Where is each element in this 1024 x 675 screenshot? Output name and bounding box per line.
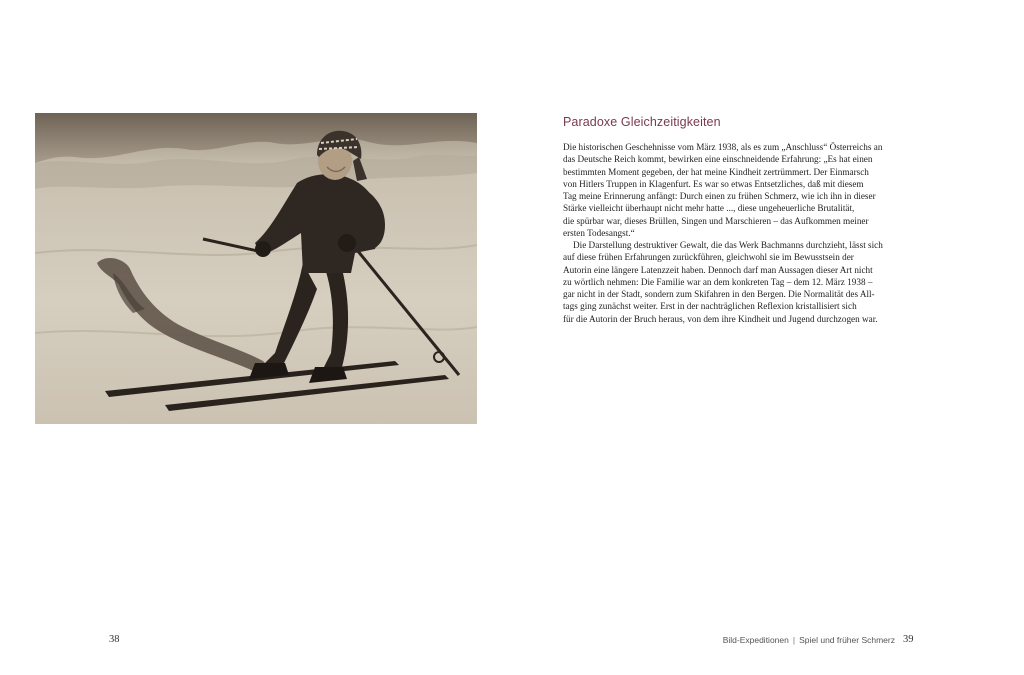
page-number-right: 39 [903, 634, 914, 645]
text-line: ersten Todesangst.“ [563, 227, 635, 238]
text-line: Stärke vielleicht überhaupt nicht mehr hatte ..., diese ungeheuerliche Brutalität, [563, 203, 855, 214]
paragraph-2 [563, 239, 893, 325]
text-line: tags ging zunächst weiter. Erst in der nachträglichen Reflexion kristallisiert sich [563, 301, 857, 312]
text-line: Autorin eine längere Latenzzeit haben. Dennoch darf man Aussagen dieser Art nicht [563, 264, 873, 275]
body-text [563, 141, 893, 325]
photo-skier-image [35, 113, 477, 424]
running-head-chapter: Spiel und früher Schmerz [799, 635, 895, 645]
text-line: bestimmten Moment gegeben, der hat meine Kindheit zertrümmert. Der Einmarsch [563, 166, 869, 177]
sepia-photograph [35, 113, 477, 424]
text-line: Die Darstellung destruktiver Gewalt, die das Werk Bachmanns durchzieht, lässt sich [573, 240, 883, 250]
section-heading: Paradoxe Gleichzeitigkeiten [563, 115, 721, 129]
text-line: Tag meine Erinnerung anfängt: Durch einen zu frühen Schmerz, wie ich ihn in dieser [563, 191, 876, 201]
text-line: von Hitlers Truppen in Klagenfurt. Es war so etwas Entsetzliches, daß mit diesem [563, 178, 864, 189]
running-head [723, 635, 895, 645]
running-head-section: Bild-Expeditionen [722, 635, 789, 645]
text-line: das Deutsche Reich kommt, bewirken eine einschneidende Erfahrung: „Es hat einen [563, 154, 873, 165]
text-line: gar nicht in der Stadt, sondern zum Skifahren in den Bergen. Die Normalität des All- [563, 289, 875, 299]
text-line: für die Autorin der Bruch heraus, von dem ihre Kindheit und Jugend durchzogen war. [563, 313, 878, 324]
text-line: Die historischen Geschehnisse vom März 1938, als es zum „Anschluss“ Österreichs an [563, 142, 883, 152]
page-number-left: 38 [109, 634, 120, 645]
text-line: die spürbar war, dieses Brüllen, Singen und Marschieren – das Aufkommen meiner [563, 215, 869, 226]
text-line: zu wörtlich nehmen: Die Familie war an dem konkreten Tag – dem 12. März 1938 – [563, 276, 873, 287]
running-head-separator: | [792, 635, 796, 645]
paragraph-1 [563, 141, 893, 239]
text-line: auf diese frühen Erfahrungen zurückführen, gleichwohl sie im Bewusstsein der [563, 252, 854, 263]
